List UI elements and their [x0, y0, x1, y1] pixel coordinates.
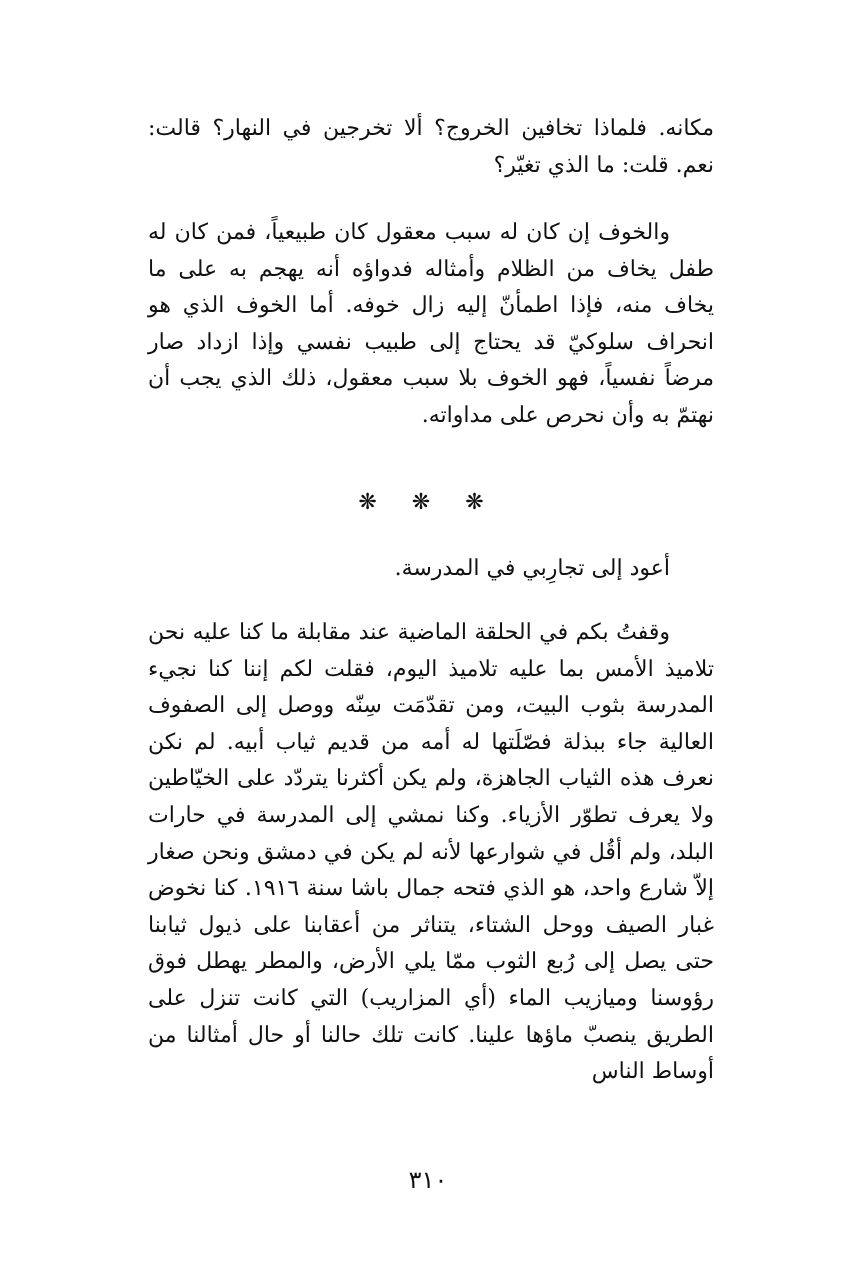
paragraph-school-intro: [148, 551, 714, 588]
page-number: ٣١٠: [408, 1166, 448, 1194]
paragraph-continuation: [148, 111, 714, 184]
paragraph-text: أعود إلى تجارِبي في المدرسة.: [394, 556, 670, 581]
section-separator: ❋ ❋ ❋: [358, 490, 498, 515]
paragraph-text: والخوف إن كان له سبب معقول كان طبيعياً، فمن كان له طفل يخاف من الظلام وأمثاله فدواؤه أنه يهجم به على ما يخاف منه، فإذا اطمأنّ إليه زال خوفه. أما الخوف الذي هو انحراف سلوكيّ قد يحتاج إلى طبيب نفسي وإذا ازداد صار مرضاً نفسياً، فهو الخوف بلا سبب معقول، ذلك الذي يجب أن نهتمّ به وأن نحرص على مداواته.: [148, 220, 714, 428]
paragraph-text: وقفتُ بكم في الحلقة الماضية عند مقابلة ما كنا عليه نحن تلاميذ الأمس بما عليه تلاميذ اليوم، فقلت لكم إننا كنا نجيء المدرسة بثوب البيت، ومن تقدّمَت سِنّه ووصل إلى الصفوف العالية جاء ببذلة فصّلَتها له أمه من قديم ثياب أبيه. لم نكن نعرف هذه الثياب الجاهزة، ولم يكن أكثرنا يتردّد على الخيّاطين ولا يعرف تطوّر الأزياء. وكنا نمشي إلى المدرسة في حارات البلد، ولم أقُل في شوارعها لأنه لم يكن في دمشق ونحن صغار إلاّ شارع واحد، هو الذي فتحه جمال باشا سنة ١٩١٦. كنا نخوض غبار الصيف ووحل الشتاء، يتناثر من أعقابنا على ذيول ثيابنا حتى يصل إلى رُبع الثوب ممّا يلي الأرض، والمطر يهطل فوق رؤوسنا وميازيب الماء (أي المزاريب) التي كانت تنزل على الطريق ينصبّ ماؤها علينا. كانت تلك حالنا أو حال أمثالنا من أوساط الناس: [148, 620, 714, 1085]
paragraph-fear: [148, 215, 714, 435]
paragraph-text: مكانه. فلماذا تخافين الخروج؟ ألا تخرجين في النهار؟ قالت: نعم. قلت: ما الذي تغيّر؟: [148, 116, 714, 178]
paragraph-school-memories: [148, 615, 714, 1091]
